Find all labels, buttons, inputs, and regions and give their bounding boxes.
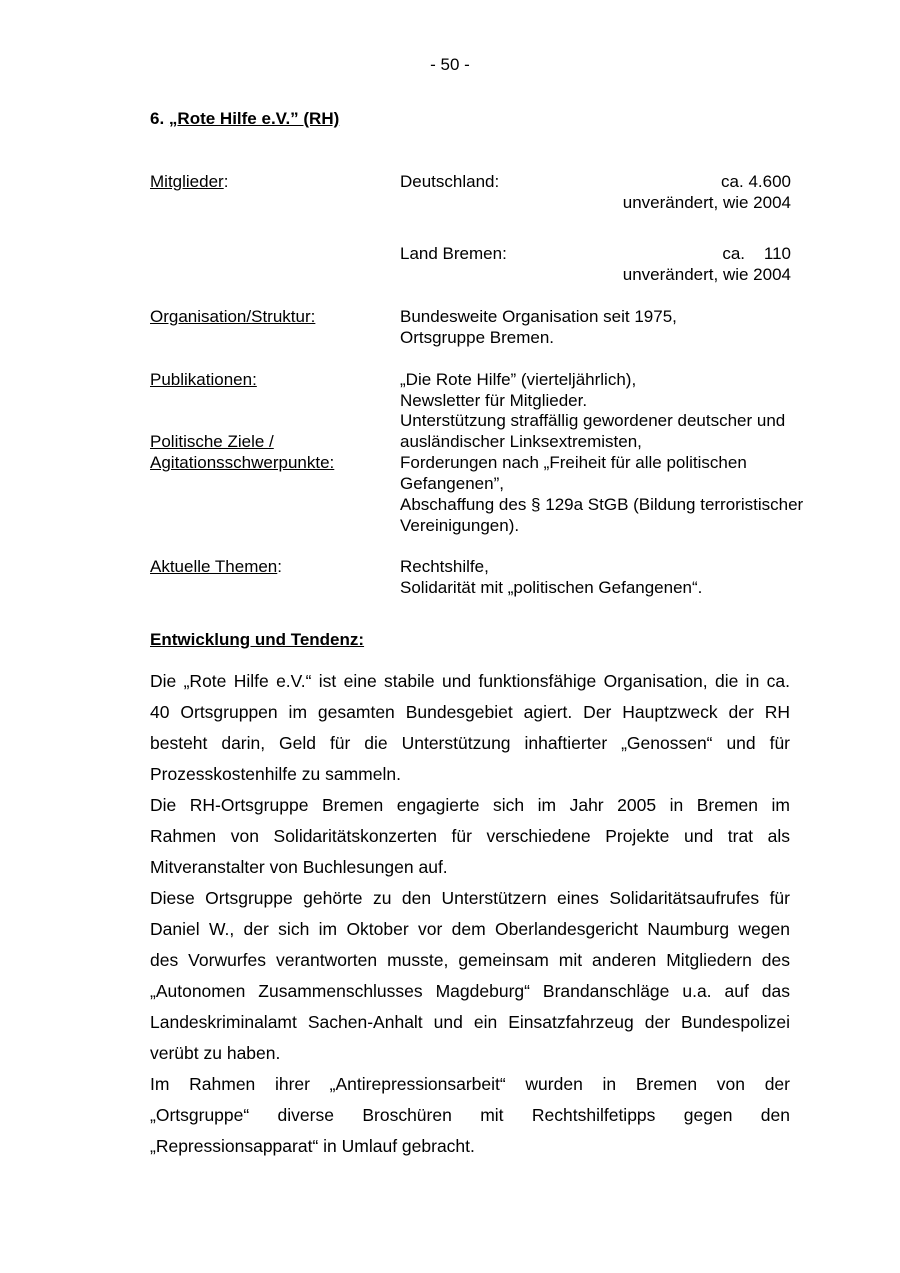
section-heading xyxy=(150,108,339,129)
goals-label-line: Politische Ziele / xyxy=(150,432,274,451)
goals-line: Vereinigungen). xyxy=(400,516,520,535)
publications-line: „Die Rote Hilfe” (vierteljährlich), xyxy=(400,370,637,389)
section-number: 6. xyxy=(150,109,165,128)
development-paragraph-1 xyxy=(150,666,790,790)
paragraph-line: „Ortsgruppe“ diverse Broschüren mit Rechtshilfetipps gegen den xyxy=(150,1105,790,1125)
paragraph-line: Prozesskostenhilfe zu sammeln. xyxy=(150,764,401,784)
topics-label-text: Aktuelle Themen xyxy=(150,557,278,576)
members-bremen-count: ca. 110 xyxy=(722,244,791,263)
paragraph-line: Rahmen von Solidaritätskonzerten für verschiedene Projekte und trat als xyxy=(150,826,790,846)
paragraph-line: „Autonomen Zusammenschlusses Magdeburg“ Brandanschläge u.a. auf das xyxy=(150,981,790,1001)
goals-label-line: Agitationsschwerpunkte: xyxy=(150,453,335,472)
goals-value xyxy=(400,410,803,536)
development-paragraph-3 xyxy=(150,883,790,1069)
page-number: - 50 - xyxy=(430,55,470,74)
publications-label: Publikationen: xyxy=(150,370,257,389)
topics-value xyxy=(400,556,702,598)
topics-label xyxy=(150,556,282,577)
topics-label-suffix: : xyxy=(277,557,282,576)
paragraph-line: Daniel W., der sich im Oktober vor dem Oberlandesgericht Naumburg wegen xyxy=(150,919,790,939)
publications-value xyxy=(400,369,636,411)
members-germany-label: Deutschland: xyxy=(400,172,500,191)
paragraph-line: Diese Ortsgruppe gehörte zu den Unterstützern eines Solidaritätsaufrufes für xyxy=(150,888,790,908)
paragraph-line: Mitveranstalter von Buchlesungen auf. xyxy=(150,857,448,877)
paragraph-line: Die RH-Ortsgruppe Bremen engagierte sich im Jahr 2005 in Bremen im xyxy=(150,795,790,815)
members-germany-note: unverändert, wie 2004 xyxy=(622,193,791,212)
paragraph-line: Im Rahmen ihrer „Antirepressionsarbeit“ wurden in Bremen von der xyxy=(150,1074,790,1094)
topics-line: Solidarität mit „politischen Gefangenen“. xyxy=(400,578,703,597)
goals-line: Abschaffung des § 129a StGB (Bildung terroristischer xyxy=(400,495,804,514)
members-label-text: Mitglieder xyxy=(150,172,224,191)
paragraph-line: verübt zu haben. xyxy=(150,1043,281,1063)
members-label-suffix: : xyxy=(223,172,229,191)
members-germany-count: ca. 4.600 xyxy=(721,172,791,191)
development-paragraph-4 xyxy=(150,1069,790,1162)
paragraph-line: Die „Rote Hilfe e.V.“ ist eine stabile und funktionsfähige Organisation, die in ca. xyxy=(150,671,790,691)
topics-line: Rechtshilfe, xyxy=(400,557,489,576)
paragraph-line: „Repressionsapparat“ in Umlauf gebracht. xyxy=(150,1136,475,1156)
development-paragraph-2 xyxy=(150,790,790,883)
members-label xyxy=(150,171,228,192)
paragraph-line: 40 Ortsgruppen im gesamten Bundesgebiet agiert. Der Hauptzweck der RH xyxy=(150,702,790,722)
publications-line: Newsletter für Mitglieder. xyxy=(400,391,588,410)
members-bremen-label: Land Bremen: xyxy=(400,244,507,263)
goals-line: Unterstützung straffällig gewordener deutscher und xyxy=(400,411,786,430)
section-title: „Rote Hilfe e.V.” (RH) xyxy=(168,109,340,128)
goals-label xyxy=(150,431,334,473)
development-heading: Entwicklung und Tendenz: xyxy=(150,630,365,649)
goals-line: ausländischer Linksextremisten, xyxy=(400,432,642,451)
goals-line: Gefangenen”, xyxy=(400,474,504,493)
goals-line: Forderungen nach „Freiheit für alle politischen xyxy=(400,453,747,472)
organisation-line: Bundesweite Organisation seit 1975, xyxy=(400,307,677,326)
members-bremen-note: unverändert, wie 2004 xyxy=(622,265,791,284)
paragraph-line: besteht darin, Geld für die Unterstützung inhaftierter „Genossen“ und für xyxy=(150,733,790,753)
paragraph-line: Landeskriminalamt Sachen-Anhalt und ein Einsatzfahrzeug der Bundespolizei xyxy=(150,1012,790,1032)
organisation-value xyxy=(400,306,677,348)
organisation-label: Organisation/Struktur: xyxy=(150,307,316,326)
organisation-line: Ortsgruppe Bremen. xyxy=(400,328,555,347)
paragraph-line: des Vorwurfes verantworten musste, gemeinsam mit anderen Mitgliedern des xyxy=(150,950,790,970)
